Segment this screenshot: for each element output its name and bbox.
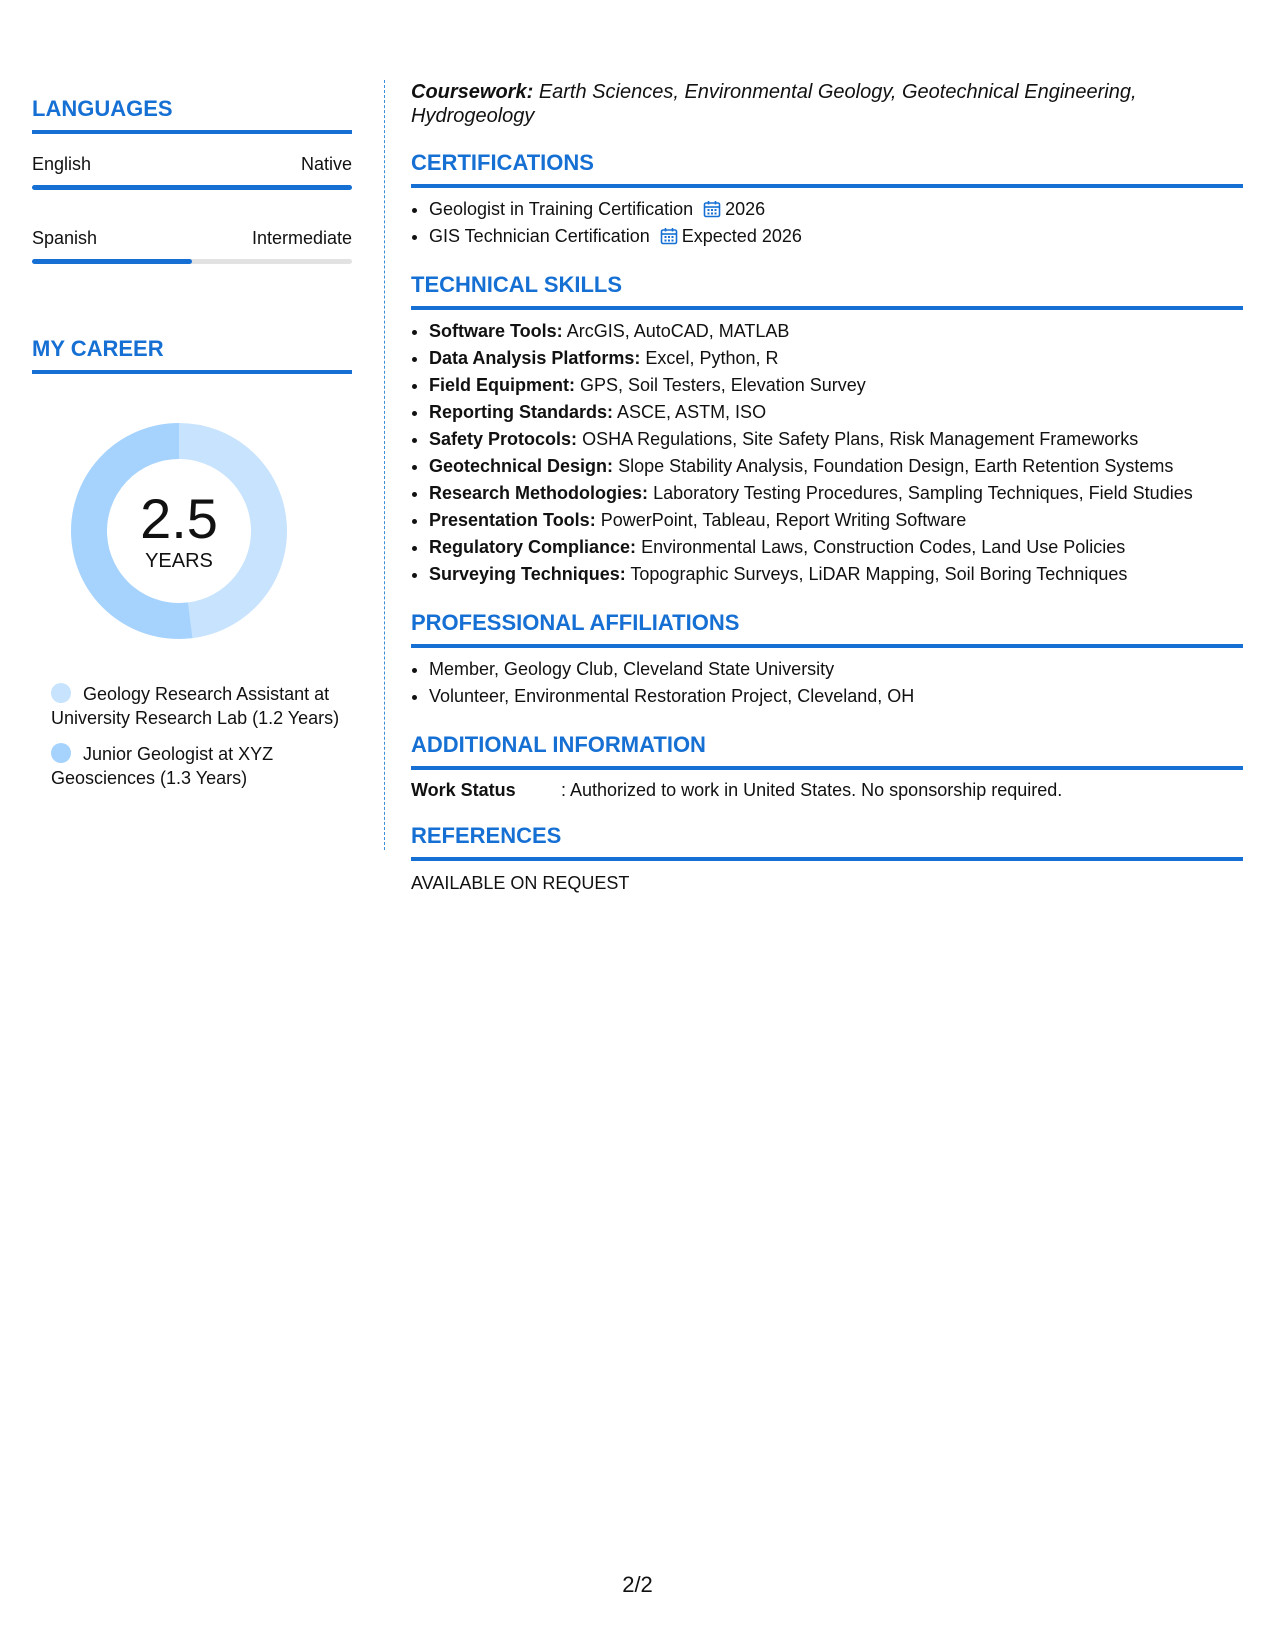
right-column bbox=[411, 80, 1243, 894]
certification-item bbox=[429, 223, 1243, 250]
languages-title: LANGUAGES bbox=[32, 96, 352, 134]
language-proficiency-fill bbox=[32, 259, 192, 264]
skill-label: Software Tools: bbox=[429, 321, 563, 341]
skill-value: PowerPoint, Tableau, Report Writing Software bbox=[600, 510, 967, 530]
work-status-row bbox=[411, 780, 1243, 801]
certifications-title: CERTIFICATIONS bbox=[411, 150, 1243, 188]
skill-label: Regulatory Compliance: bbox=[429, 537, 637, 557]
legend-dot-icon bbox=[51, 743, 71, 763]
calendar-icon bbox=[660, 227, 678, 245]
skill-item bbox=[429, 480, 1243, 507]
references-text: AVAILABLE ON REQUEST bbox=[411, 873, 630, 893]
skill-label: Safety Protocols: bbox=[429, 429, 578, 449]
references-title: REFERENCES bbox=[411, 823, 1243, 861]
skill-value: Slope Stability Analysis, Foundation Design, Earth Retention Systems bbox=[618, 456, 1174, 476]
career-donut-chart bbox=[64, 416, 294, 646]
skill-label: Data Analysis Platforms: bbox=[429, 348, 641, 368]
skill-value: ArcGIS, AutoCAD, MATLAB bbox=[566, 321, 790, 341]
skill-item bbox=[429, 507, 1243, 534]
skill-label: Reporting Standards: bbox=[429, 402, 614, 422]
language-proficiency-fill bbox=[32, 185, 352, 190]
certification-date: 2026 bbox=[725, 199, 766, 219]
language-level: Intermediate bbox=[251, 228, 352, 248]
skill-item bbox=[429, 345, 1243, 372]
skill-item bbox=[429, 534, 1243, 561]
skill-item bbox=[429, 426, 1243, 453]
language-item bbox=[32, 154, 352, 190]
certification-item bbox=[429, 196, 1243, 223]
language-item bbox=[32, 228, 352, 264]
skill-value: Topographic Surveys, LiDAR Mapping, Soil Boring Techniques bbox=[630, 564, 1128, 584]
calendar-icon bbox=[703, 200, 721, 218]
career-role-label: Junior Geologist at XYZ Geosciences (1.3 Years) bbox=[51, 744, 274, 788]
additional-info-title: ADDITIONAL INFORMATION bbox=[411, 732, 1243, 770]
career-legend bbox=[32, 682, 352, 790]
skill-item bbox=[429, 561, 1243, 588]
career-total-unit: YEARS bbox=[145, 549, 213, 572]
skill-label: Geotechnical Design: bbox=[429, 456, 614, 476]
skill-value: Excel, Python, R bbox=[645, 348, 779, 368]
work-status-label: Work Status bbox=[411, 780, 516, 800]
affiliation-item: • Member, Geology Club, Cleveland State University bbox=[429, 656, 1243, 683]
work-status-value: : Authorized to work in United States. No sponsorship required. bbox=[561, 780, 1063, 800]
skill-label: Presentation Tools: bbox=[429, 510, 596, 530]
career-role-label: Geology Research Assistant at University Research Lab (1.2 Years) bbox=[51, 684, 340, 728]
affiliation-item: • Volunteer, Environmental Restoration Project, Cleveland, OH bbox=[429, 683, 1243, 710]
skill-value: GPS, Soil Testers, Elevation Survey bbox=[580, 375, 866, 395]
skills-title: TECHNICAL SKILLS bbox=[411, 272, 1243, 310]
language-level: Native bbox=[300, 154, 352, 174]
affiliations-list bbox=[411, 656, 1243, 710]
career-legend-item bbox=[51, 682, 341, 730]
skill-item bbox=[429, 399, 1243, 426]
skill-value: Environmental Laws, Construction Codes, Land Use Policies bbox=[641, 537, 1126, 557]
language-name: English bbox=[32, 154, 92, 174]
left-column bbox=[32, 80, 352, 802]
affiliations-title: PROFESSIONAL AFFILIATIONS bbox=[411, 610, 1243, 648]
language-proficiency-bar bbox=[32, 259, 352, 264]
certification-name: GIS Technician Certification bbox=[429, 226, 650, 246]
certification-date: Expected 2026 bbox=[681, 226, 802, 246]
language-name: Spanish bbox=[32, 228, 98, 248]
skill-value: Laboratory Testing Procedures, Sampling Techniques, Field Studies bbox=[653, 483, 1193, 503]
career-legend-item bbox=[51, 742, 341, 790]
certifications-list bbox=[411, 196, 1243, 250]
skill-label: Field Equipment: bbox=[429, 375, 575, 395]
skill-value: ASCE, ASTM, ISO bbox=[617, 402, 767, 422]
legend-dot-icon bbox=[51, 683, 71, 703]
career-title: MY CAREER bbox=[32, 336, 352, 374]
coursework-text: Earth Sciences, Environmental Geology, Geotechnical Engineering, Hydrogeology bbox=[411, 81, 1137, 127]
skill-item bbox=[429, 453, 1243, 480]
skill-label: Surveying Techniques: bbox=[429, 564, 626, 584]
skill-item bbox=[429, 318, 1243, 345]
column-divider bbox=[384, 80, 385, 850]
skills-list bbox=[411, 318, 1243, 588]
skill-value: OSHA Regulations, Site Safety Plans, Risk Management Frameworks bbox=[582, 429, 1139, 449]
skill-item bbox=[429, 372, 1243, 399]
language-proficiency-bar bbox=[32, 185, 352, 190]
coursework bbox=[411, 80, 1243, 128]
coursework-label: Coursework: bbox=[411, 81, 534, 103]
career-total-value: 2.5 bbox=[140, 486, 218, 550]
certification-name: Geologist in Training Certification bbox=[429, 199, 694, 219]
page-number: 2/2 bbox=[622, 1572, 653, 1597]
skill-label: Research Methodologies: bbox=[429, 483, 649, 503]
